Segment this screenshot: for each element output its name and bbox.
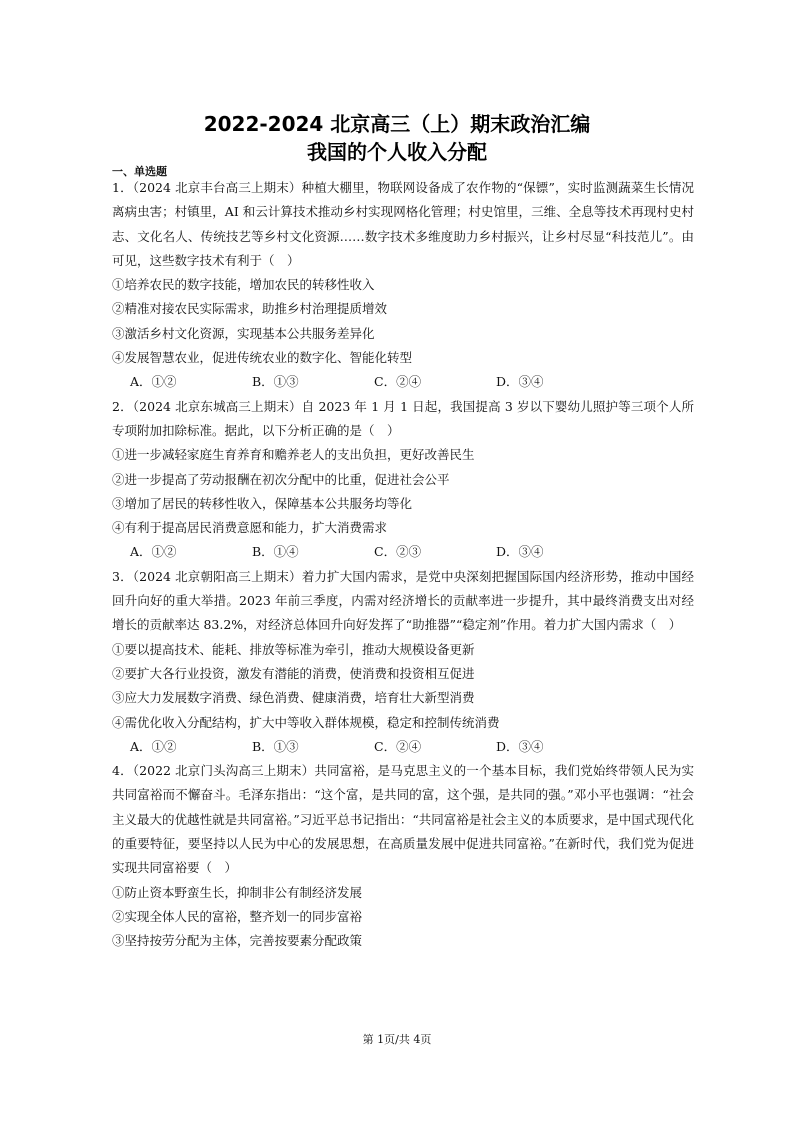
statement: ①要以提高技术、能耗、排放等标准为牵引，推动大规模设备更新 [112, 641, 475, 657]
question-stem-line: 实现共同富裕要（ ） [112, 860, 238, 876]
statement: ②要扩大各行业投资，激发有潜能的消费，使消费和投资相互促进 [112, 665, 475, 681]
question-stem-line: 3．（2024 北京朝阳高三上期末）着力扩大国内需求，是党中央深刻把握国际国内经济形势，推动中国经 [112, 568, 694, 584]
question-stem-line: 专项附加扣除标准。据此，以下分析正确的是（ ） [112, 422, 400, 438]
question-stem-line: 2．（2024 北京东城高三上期末）自 2023 年 1 月 1 日起，我国提高 3 岁以下婴幼儿照护等三项个人所 [112, 398, 694, 414]
statement: ③应大力发展数字消费、绿色消费、健康消费，培育壮大新型消费 [112, 690, 475, 706]
question-stem-line: 的重要特征，要坚持以人民为中心的发展思想，在高质量发展中促进共同富裕。”在新时代，我们党为促进 [112, 836, 694, 852]
statement: ④发展智慧农业，促进传统农业的数字化、智能化转型 [112, 350, 413, 366]
question-stem-line: 离病虫害；村镇里，AI 和云计算技术推动乡村实现网格化管理；村史馆里，三维、全息等技术再现村史村 [112, 204, 694, 220]
statement: ①培养农民的数字技能，增加农民的转移性收入 [112, 277, 375, 293]
statement: ③增加了居民的转移性收入，保障基本公共服务均等化 [112, 495, 413, 511]
statement: ②进一步提高了劳动报酬在初次分配中的比重，促进社会公平 [112, 471, 450, 487]
question-2 [112, 395, 694, 565]
answer-options [112, 540, 694, 564]
statement: ①进一步减轻家庭生育养育和赡养老人的支出负担，更好改善民生 [112, 447, 475, 463]
option-b: B．①③ [252, 374, 299, 390]
question-stem-line: 4．（2022 北京门头沟高三上期末）共同富裕，是马克思主义的一个基本目标，我们党始终带领人民为实 [112, 763, 694, 779]
answer-options [112, 735, 694, 759]
statement: ①防止资本野蛮生长，抑制非公有制经济发展 [112, 884, 363, 900]
question-stem-line: 主义最大的优越性就是共同富裕。”习近平总书记指出：“共同富裕是社会主义的本质要求，是中国式现代化 [112, 811, 694, 827]
statement: ②实现全体人民的富裕，整齐划一的同步富裕 [112, 908, 363, 924]
option-c: C．②④ [374, 374, 422, 390]
question-stem-line: 可见，这些数字技术有利于（ ） [112, 252, 300, 268]
questions-container [112, 176, 694, 954]
question-stem-line: 增长的贡献率达 83.2%，对经济总体回升向好发挥了“助推器”“稳定剂”作用。着力扩大国内需求（ ） [112, 617, 682, 633]
option-c: C．②④ [374, 738, 422, 754]
statement: ③激活乡村文化资源，实现基本公共服务差异化 [112, 325, 375, 341]
statement: ④有利于提高居民消费意愿和能力，扩大消费需求 [112, 520, 388, 536]
question-stem-line: 1．（2024 北京丰台高三上期末）种植大棚里，物联网设备成了农作物的“保镖”，实时监测蔬菜生长情况 [112, 180, 694, 195]
page-number: 第 1页/共 4页 [362, 1033, 432, 1046]
question-stem-line: 回升向好的重大举措。2023 年前三季度，内需对经济增长的贡献率进一步提升，其中最终消费支出对经 [112, 593, 694, 609]
option-a: A．①② [130, 374, 177, 390]
option-d: D．③④ [496, 544, 544, 560]
question-4 [112, 759, 694, 953]
question-stem-line: 共同富裕而不懈奋斗。毛泽东指出：“这个富，是共同的富，这个强，是共同的强。”邓小平也强调：“社会 [112, 787, 694, 803]
page-subtitle: 我国的个人收入分配 [307, 140, 487, 164]
option-a: A．①② [130, 738, 177, 754]
section-heading: 一、单选题 [112, 165, 167, 178]
option-b: B．①③ [252, 738, 299, 754]
option-c: C．②③ [374, 544, 422, 560]
option-a: A．①② [130, 544, 177, 560]
option-d: D．③④ [496, 374, 544, 390]
statement: ③坚持按劳分配为主体，完善按要素分配政策 [112, 933, 363, 949]
statement: ④需优化收入分配结构，扩大中等收入群体规模，稳定和控制传统消费 [112, 714, 500, 730]
question-stem-line: 志、文化名人、传统技艺等乡村文化资源……数字技术多维度助力乡村振兴，让乡村尽显“科技范儿”。由 [112, 228, 694, 244]
question-1 [112, 176, 694, 395]
statement: ②精准对接农民实际需求，助推乡村治理提质增效 [112, 301, 388, 317]
option-d: D．③④ [496, 738, 544, 754]
answer-options [112, 370, 694, 394]
option-b: B．①④ [252, 544, 299, 560]
page-title: 2022-2024 北京高三（上）期末政治汇编 [203, 112, 591, 136]
question-3 [112, 565, 694, 759]
